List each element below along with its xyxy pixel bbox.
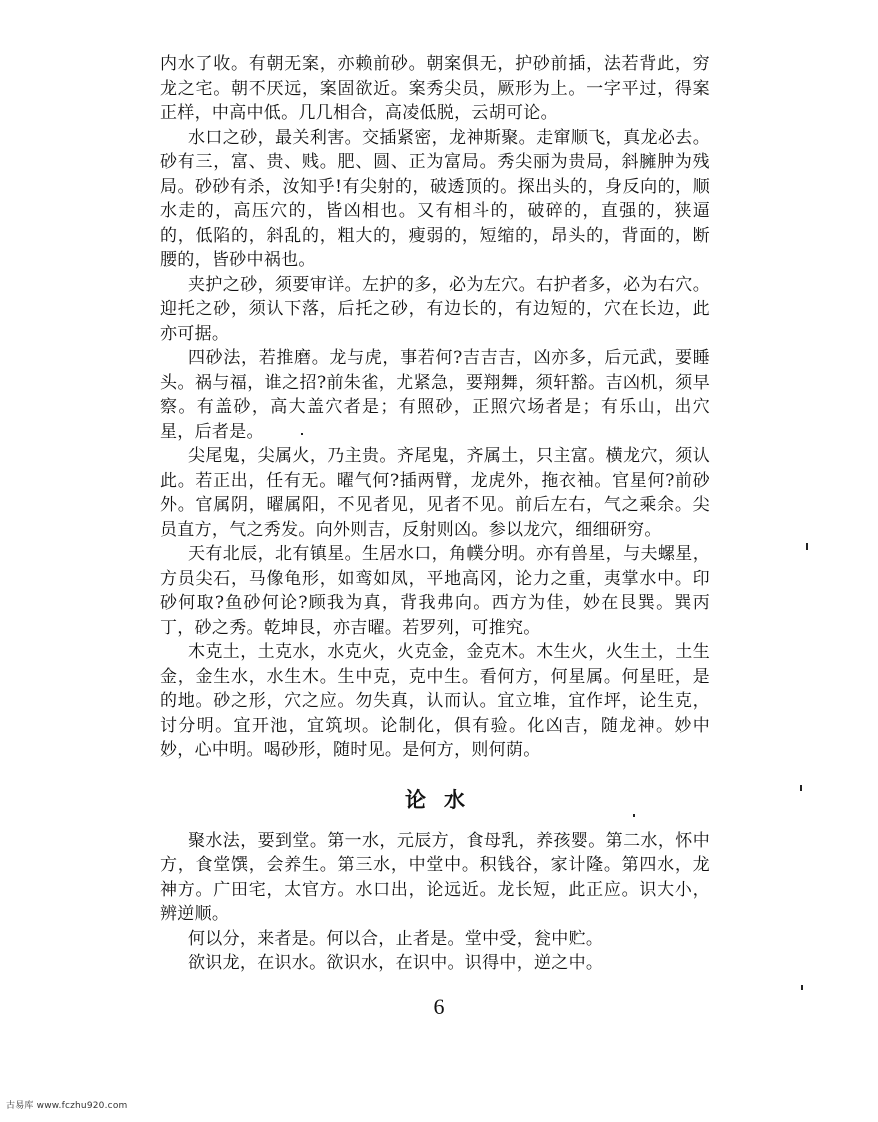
watermark-text: 古易库 www.fczhu920.com — [6, 1101, 128, 1111]
paragraph: 木克土，土克水，水克火，火克金，金克木。木生火，火生土，土生金，金生水，水生木。生中克，克中生。看何方，何星属。何星旺，是的地。砂之形，穴之应。勿失真，认而认。宜立堆，宜作坪，论生克，讨分明。宜开池，宜筑坝。论制化，俱有验。化凶吉，随龙神。妙中妙，心中明。喝砂形，随时见。是何方，则何荫。 — [160, 642, 710, 760]
scan-speck — [800, 785, 802, 791]
paragraph: 水口之砂，最关利害。交插紧密，龙神斯聚。走窜顺飞，真龙必去。砂有三，富、贵、贱。肥、圆、正为富局。秀尖丽为贵局，斜臃肿为残局。砂砂有杀，汝知乎!有尖射的，破透顶的。探出头的，身反向的，顺水走的，高压穴的，皆凶相也。又有相斗的，破碎的，直强的，狭逼的，低陷的，斜乱的，粗大的，瘦弱的，短缩的，昂头的，背面的，断腰的，皆砂中祸也。 — [160, 127, 710, 270]
paragraph: 尖尾鬼，尖属火，乃主贵。齐尾鬼，齐属土，只主富。横龙穴，须认此。若正出，任有无。曜气何?插两臂，龙虎外，拖衣袖。官星何?前砂外。官属阴，曜属阳，不见者见，见者不见。前后左右，气之乘余。尖员直方，气之秀发。向外则吉，反射则凶。参以龙穴，细细研穷。 — [160, 446, 710, 540]
page-number: 6 — [433, 994, 445, 1019]
scan-speck — [806, 543, 808, 550]
paragraph: 聚水法，要到堂。第一水，元辰方，食母乳，养孩婴。第二水，怀中方，食堂馔，会养生。第三水，中堂中。积钱谷，家计隆。第四水，龙神方。广田宅，太官方。水口出，论远近。龙长短，此正应。识大小，辨逆顺。 — [160, 830, 710, 924]
scan-speck — [301, 433, 303, 435]
paragraph: 何以分，来者是。何以合，止者是。堂中受，瓮中贮。 — [188, 928, 604, 949]
paragraph: 夹护之砂，须要审详。左护的多，必为左穴。右护者多，必为右穴。迎托之砂，须认下落，后托之砂，有边长的，有边短的，穴在长边，此亦可据。 — [160, 274, 710, 344]
page-body — [160, 52, 710, 976]
scan-speck — [633, 814, 635, 817]
paragraph: 四砂法，若推磨。龙与虎，事若何?吉吉吉，凶亦多，后元武，要睡头。祸与福，谁之招?前朱雀，尤紧急，要翔舞，须轩豁。吉凶机，须早察。有盖砂，高大盖穴者是；有照砂，正照穴场者是；有乐山，出穴星，后者是。 — [160, 348, 710, 442]
paragraph: 欲识龙，在识水。欲识水，在识中。识得中，逆之中。 — [188, 953, 604, 973]
paragraph: 天有北辰，北有镇星。生居水口，角幞分明。亦有兽星，与夫螺星，方员尖石，马像龟形，如鸾如凤，平地高冈，论力之重，夷掌水中。印砂何取?鱼砂何论?顾我为真，背我弗向。西方为佳，妙在艮巽。巽丙丁，砂之秀。乾坤艮，亦吉曜。若罗列，可推究。 — [160, 544, 710, 638]
paragraph: 内水了收。有朝无案，亦赖前砂。朝案俱无，护砂前插，法若背此，穷龙之宅。朝不厌远，案固欲近。案秀尖员，厥形为上。一字平过，得案正样，中高中低。几几相合，高凌低脱，云胡可论。 — [160, 54, 710, 123]
section-heading: 论水 — [405, 786, 483, 812]
scan-speck — [801, 985, 803, 990]
